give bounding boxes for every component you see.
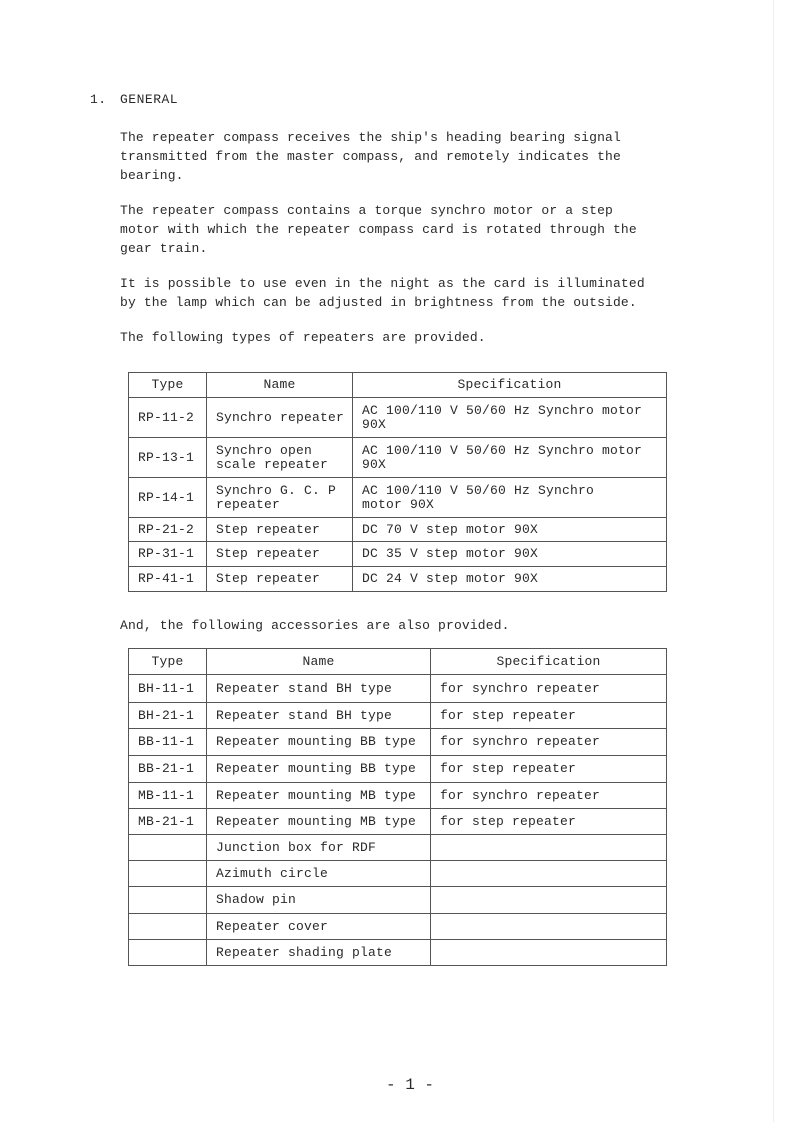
table-row — [129, 478, 667, 518]
cell-type: BH-11-1 — [129, 675, 207, 703]
cell-name: Step repeater — [207, 567, 353, 592]
cell-name: Synchro repeater — [207, 398, 353, 438]
header-name: Name — [207, 649, 431, 675]
cell-specification — [431, 861, 667, 887]
cell-type: RP-11-2 — [129, 398, 207, 438]
cell-name: Repeater mounting MB type — [207, 783, 431, 809]
table-row — [129, 809, 667, 835]
cell-specification: DC 35 V step motor 90X — [353, 542, 667, 567]
cell-name: Repeater mounting BB type — [207, 729, 431, 756]
cell-name: Shadow pin — [207, 887, 431, 914]
table-row — [129, 835, 667, 861]
table-row — [129, 542, 667, 567]
cell-specification: AC 100/110 V 50/60 Hz Synchro motor 90X — [353, 478, 667, 518]
table-row — [129, 675, 667, 703]
table-row — [129, 398, 667, 438]
paragraph-2: The repeater compass contains a torque synchro motor or a step motor with which the repeater compass card is rotated through the gear train. — [120, 203, 637, 256]
table-row — [129, 914, 667, 940]
cell-specification: for step repeater — [431, 703, 667, 729]
paragraph-3: It is possible to use even in the night as the card is illuminated by the lamp which can be adjusted in brightness from the outside. — [120, 276, 645, 310]
table-row — [129, 518, 667, 542]
cell-specification: for step repeater — [431, 809, 667, 835]
cell-type: BH-21-1 — [129, 703, 207, 729]
cell-specification — [431, 835, 667, 861]
cell-name: Junction box for RDF — [207, 835, 431, 861]
cell-name: Azimuth circle — [207, 861, 431, 887]
section-number: 1. — [90, 92, 107, 107]
header-specification: Specification — [353, 373, 667, 398]
section-title: GENERAL — [120, 92, 179, 107]
accessories-intro: And, the following accessories are also provided. — [120, 618, 510, 633]
table-row — [129, 783, 667, 809]
cell-specification: for synchro repeater — [431, 783, 667, 809]
paragraph-1: The repeater compass receives the ship's heading bearing signal transmitted from the master compass, and remotely indicates the bearing. — [120, 130, 621, 183]
page-edge — [773, 0, 774, 1122]
cell-specification — [431, 887, 667, 914]
table-row — [129, 756, 667, 783]
cell-name: Synchro open scale repeater — [207, 438, 353, 478]
cell-specification: AC 100/110 V 50/60 Hz Synchro motor 90X — [353, 438, 667, 478]
cell-type: MB-11-1 — [129, 783, 207, 809]
table-row — [129, 729, 667, 756]
cell-name: Repeater mounting BB type — [207, 756, 431, 783]
header-type: Type — [129, 373, 207, 398]
cell-name: Repeater shading plate — [207, 940, 431, 966]
table-row — [129, 567, 667, 592]
cell-type: RP-31-1 — [129, 542, 207, 567]
cell-specification: AC 100/110 V 50/60 Hz Synchro motor 90X — [353, 398, 667, 438]
header-specification: Specification — [431, 649, 667, 675]
cell-specification: DC 24 V step motor 90X — [353, 567, 667, 592]
page-number: - 1 - — [385, 1076, 434, 1094]
cell-type: RP-13-1 — [129, 438, 207, 478]
cell-type — [129, 861, 207, 887]
table-row — [129, 703, 667, 729]
header-name: Name — [207, 373, 353, 398]
cell-name: Step repeater — [207, 518, 353, 542]
table-row — [129, 887, 667, 914]
accessories-table — [128, 648, 667, 966]
paragraph-4: The following types of repeaters are provided. — [120, 330, 486, 345]
cell-type: RP-14-1 — [129, 478, 207, 518]
cell-type — [129, 887, 207, 914]
cell-name: Step repeater — [207, 542, 353, 567]
table-row — [129, 438, 667, 478]
cell-type: MB-21-1 — [129, 809, 207, 835]
cell-specification: for synchro repeater — [431, 729, 667, 756]
cell-name: Synchro G. C. P repeater — [207, 478, 353, 518]
cell-specification — [431, 940, 667, 966]
cell-specification: for synchro repeater — [431, 675, 667, 703]
cell-specification: DC 70 V step motor 90X — [353, 518, 667, 542]
table-row — [129, 861, 667, 887]
cell-type: RP-21-2 — [129, 518, 207, 542]
cell-type: RP-41-1 — [129, 567, 207, 592]
cell-type — [129, 940, 207, 966]
cell-type — [129, 835, 207, 861]
cell-specification: for step repeater — [431, 756, 667, 783]
repeaters-table — [128, 372, 667, 592]
cell-name: Repeater stand BH type — [207, 703, 431, 729]
cell-specification — [431, 914, 667, 940]
cell-name: Repeater cover — [207, 914, 431, 940]
cell-name: Repeater mounting MB type — [207, 809, 431, 835]
cell-type: BB-21-1 — [129, 756, 207, 783]
table-row — [129, 940, 667, 966]
header-type: Type — [129, 649, 207, 675]
cell-type — [129, 914, 207, 940]
cell-name: Repeater stand BH type — [207, 675, 431, 703]
cell-type: BB-11-1 — [129, 729, 207, 756]
